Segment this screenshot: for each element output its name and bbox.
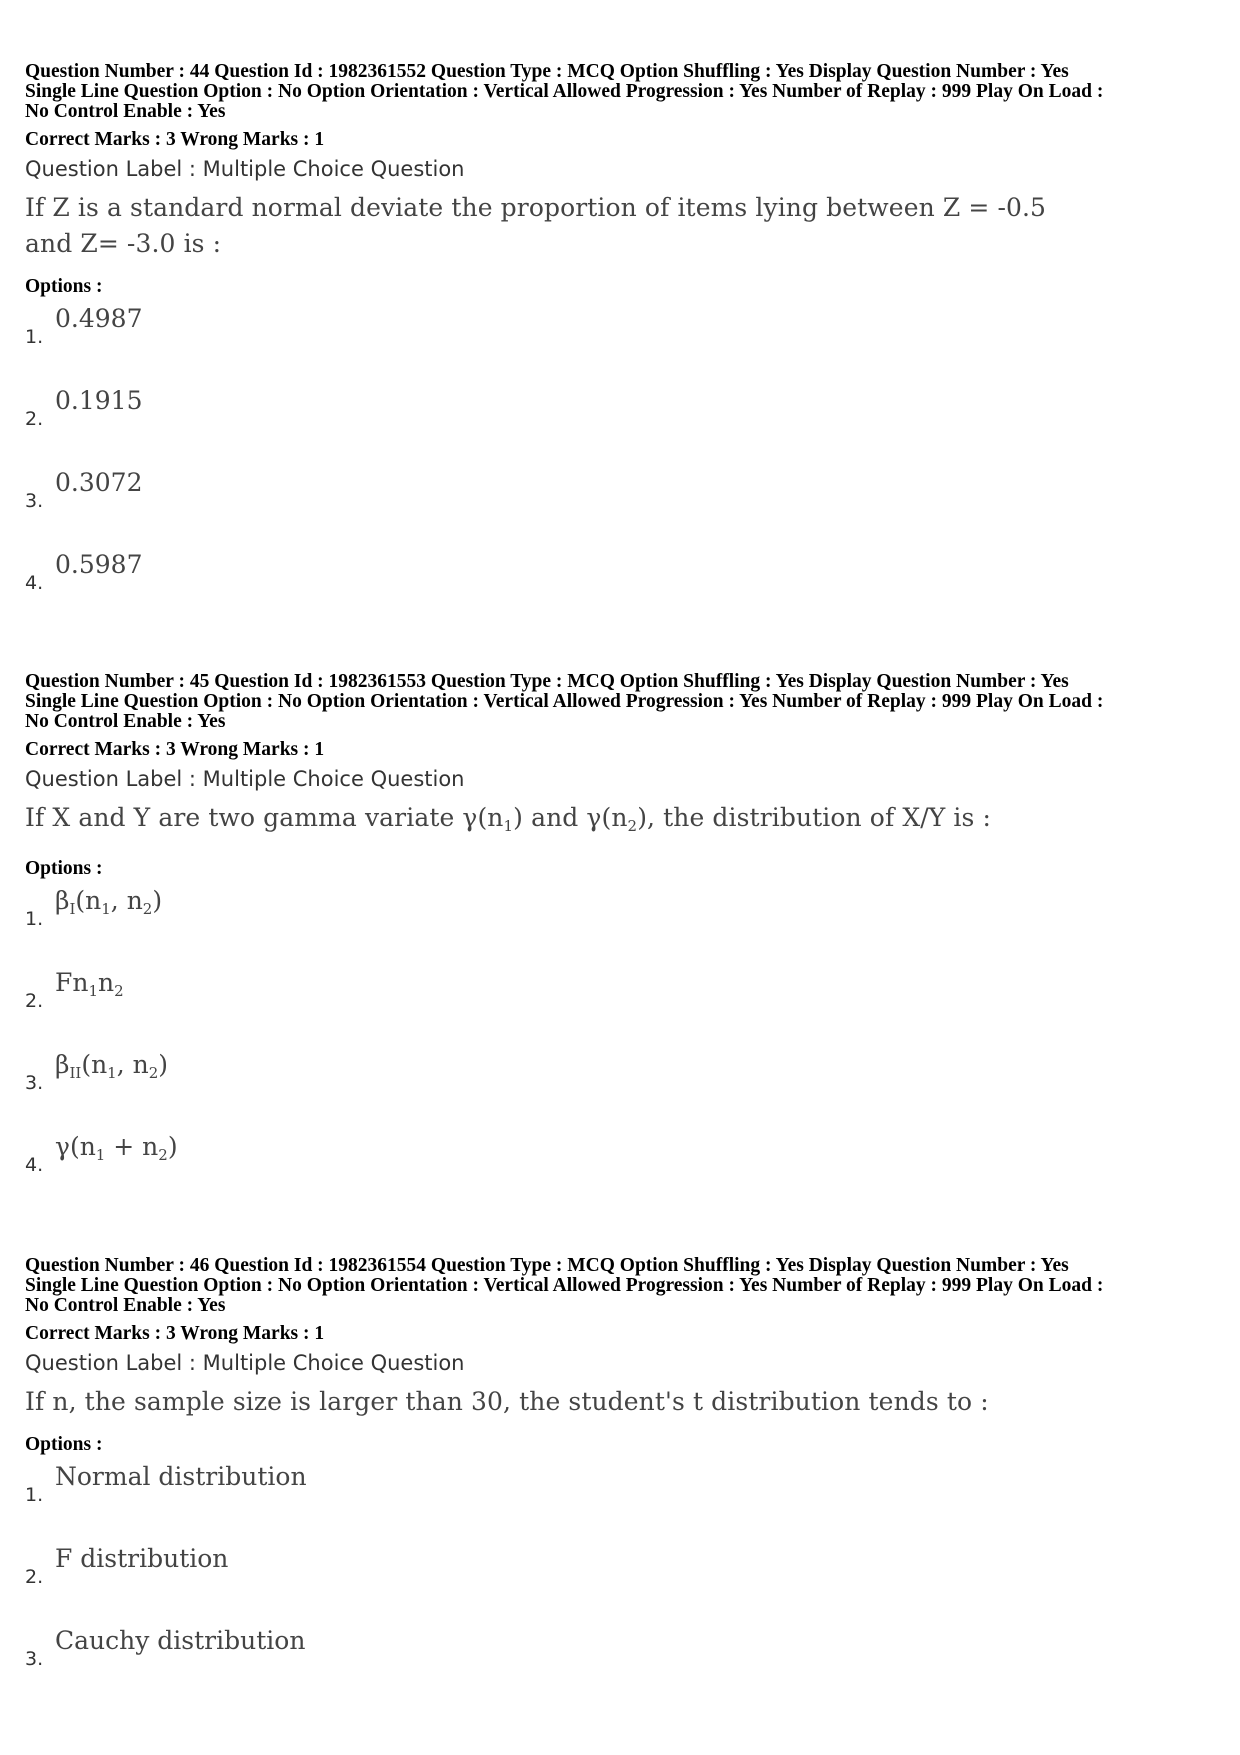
formula-part: , n (110, 886, 143, 915)
question-text-line: If Z is a standard normal deviate the proportion of items lying between Z = -0.5 (25, 193, 1047, 222)
formula-part: Fn (55, 968, 89, 997)
option-value: Cauchy distribution (55, 1626, 306, 1655)
option-number: 2. (25, 408, 44, 430)
meta-line: Question Number : 46 Question Id : 1982361554 Question Type : MCQ Option Shuffling : Yes Display Question Number : Yes (25, 1255, 1069, 1276)
formula-subscript: 2 (158, 1146, 168, 1164)
option-1[interactable] (25, 880, 1225, 962)
meta-line: Single Line Question Option : No Option Orientation : Vertical Allowed Progression : Yes Number of Replay : 999 Play On Load : (25, 81, 1104, 102)
text-part: ) and γ(n (513, 803, 628, 832)
formula-subscript: 2 (114, 982, 124, 1000)
option-value (55, 886, 162, 918)
question-text (25, 800, 1225, 844)
option-number: 1. (25, 326, 44, 348)
meta-line: Question Number : 45 Question Id : 1982361553 Question Type : MCQ Option Shuffling : Yes Display Question Number : Yes (25, 671, 1069, 692)
option-3[interactable] (25, 1044, 1225, 1126)
option-2[interactable] (25, 1538, 1225, 1620)
option-1[interactable] (25, 1456, 1225, 1538)
question-text (25, 190, 1225, 262)
formula-subscript: 1 (101, 900, 111, 918)
text-subscript: 2 (627, 817, 638, 835)
option-number: 2. (25, 1566, 44, 1588)
formula-part: n (98, 968, 115, 997)
option-number: 2. (25, 990, 44, 1012)
formula-part: β (55, 1050, 70, 1079)
option-value: 0.1915 (55, 386, 143, 415)
question-44 (25, 62, 1225, 626)
marks-line: Correct Marks : 3 Wrong Marks : 1 (25, 739, 325, 760)
options-title: Options : (25, 858, 103, 879)
meta-line: Single Line Question Option : No Option Orientation : Vertical Allowed Progression : Yes Number of Replay : 999 Play On Load : (25, 691, 1104, 712)
formula-part: , n (116, 1050, 149, 1079)
meta-line: Single Line Question Option : No Option Orientation : Vertical Allowed Progression : Yes Number of Replay : 999 Play On Load : (25, 1275, 1104, 1296)
option-3[interactable] (25, 462, 1225, 544)
option-2[interactable] (25, 380, 1225, 462)
formula-subscript: 2 (142, 900, 153, 918)
option-number: 3. (25, 490, 44, 512)
question-label: Question Label : Multiple Choice Question (25, 767, 465, 791)
option-number: 3. (25, 1072, 44, 1094)
formula-part: + n (105, 1132, 159, 1161)
formula-part: ) (167, 1132, 178, 1161)
option-value: 0.5987 (55, 550, 143, 579)
formula-part: ) (152, 886, 163, 915)
option-number: 1. (25, 908, 44, 930)
formula-part: ) (158, 1050, 169, 1079)
marks-line: Correct Marks : 3 Wrong Marks : 1 (25, 1323, 325, 1344)
text-part: If X and Y are two gamma variate γ(n (25, 803, 504, 832)
options-title: Options : (25, 276, 103, 297)
question-text-line: and Z= -3.0 is : (25, 229, 222, 258)
option-number: 4. (25, 572, 44, 594)
option-number: 1. (25, 1484, 44, 1506)
formula-part: β (55, 886, 70, 915)
question-46 (25, 1256, 1225, 1702)
formula-part: (n (75, 886, 102, 915)
question-text (25, 1384, 1225, 1420)
text-subscript: 1 (503, 817, 514, 835)
question-label: Question Label : Multiple Choice Question (25, 1351, 465, 1375)
option-number: 3. (25, 1648, 44, 1670)
option-3[interactable] (25, 1620, 1225, 1702)
question-label: Question Label : Multiple Choice Question (25, 157, 465, 181)
marks-line: Correct Marks : 3 Wrong Marks : 1 (25, 129, 325, 150)
meta-line: No Control Enable : Yes (25, 711, 226, 732)
meta-line: No Control Enable : Yes (25, 1295, 226, 1316)
option-value (55, 968, 124, 1000)
meta-line: No Control Enable : Yes (25, 101, 226, 122)
formula-subscript: 1 (107, 1064, 117, 1082)
formula-part: γ(n (55, 1132, 96, 1161)
question-meta (25, 1256, 1225, 1316)
question-meta (25, 62, 1225, 122)
option-value: Normal distribution (55, 1462, 307, 1491)
meta-line: Question Number : 44 Question Id : 1982361552 Question Type : MCQ Option Shuffling : Yes Display Question Number : Yes (25, 61, 1069, 82)
formula-part: (n (81, 1050, 108, 1079)
question-45 (25, 672, 1225, 1208)
option-value (55, 1050, 168, 1082)
formula-subscript: 1 (95, 1146, 106, 1164)
option-value (55, 1132, 178, 1164)
option-2[interactable] (25, 962, 1225, 1044)
option-value: 0.3072 (55, 468, 143, 497)
text-part: ), the distribution of X/Y is : (637, 803, 992, 832)
option-1[interactable] (25, 298, 1225, 380)
formula-subscript: II (69, 1064, 82, 1082)
option-4[interactable] (25, 1126, 1225, 1208)
option-4[interactable] (25, 544, 1225, 626)
option-value: 0.4987 (55, 304, 143, 333)
question-meta (25, 672, 1225, 732)
formula-subscript: I (69, 900, 76, 918)
options-title: Options : (25, 1434, 103, 1455)
option-value: F distribution (55, 1544, 229, 1573)
question-text-line: If n, the sample size is larger than 30, the student's t distribution tends to : (25, 1387, 989, 1416)
option-number: 4. (25, 1154, 44, 1176)
formula-subscript: 1 (88, 982, 98, 1000)
formula-subscript: 2 (148, 1064, 159, 1082)
